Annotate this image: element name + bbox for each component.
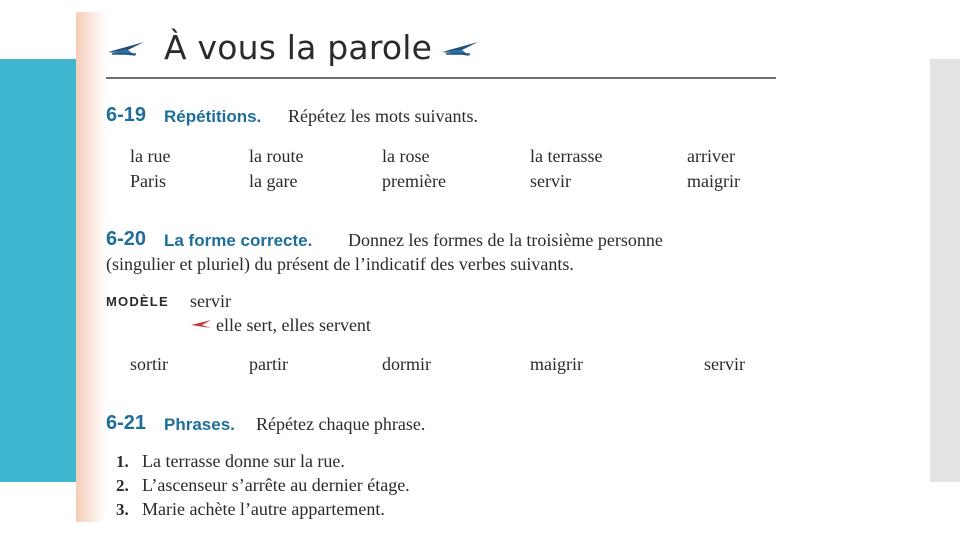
word-item: Paris: [130, 171, 166, 191]
exercise-instruction: Donnez les formes de la troisième personne: [348, 230, 663, 250]
list-item: La terrasse donne sur la rue.: [142, 451, 345, 471]
word-item: maigrir: [530, 354, 583, 374]
list-item-number: 1.: [116, 452, 129, 471]
word-item: partir: [249, 354, 288, 374]
word-item: la gare: [249, 171, 298, 191]
exercise-instruction: Répétez chaque phrase.: [256, 414, 426, 434]
word-item: la rose: [382, 146, 430, 166]
word-item: dormir: [382, 354, 431, 374]
page-title: À vous la parole: [164, 28, 433, 67]
word-item: servir: [704, 354, 745, 374]
modele-prompt: servir: [190, 291, 231, 311]
exercise-title: Phrases.: [164, 415, 235, 434]
exercise-instruction: (singulier et pluriel) du présent de l’indicatif des verbes suivants.: [106, 254, 574, 274]
teal-accent-bar: [0, 59, 76, 482]
list-item-number: 3.: [116, 500, 129, 519]
exercise-title: La forme correcte.: [164, 231, 313, 250]
modele-label: MODÈLE: [106, 294, 169, 309]
word-item: servir: [530, 171, 571, 191]
modele-answer: elle sert, elles servent: [216, 315, 371, 335]
header-divider: [106, 77, 776, 79]
exercise-instruction: Répétez les mots suivants.: [288, 106, 478, 126]
word-item: la route: [249, 146, 304, 166]
page-shadow-edge: [76, 12, 106, 522]
word-item: la rue: [130, 146, 171, 166]
word-item: première: [382, 171, 446, 191]
word-item: arriver: [687, 146, 735, 166]
list-item: L’ascenseur s’arrête au dernier étage.: [142, 475, 410, 495]
paper-plane-icon: [106, 40, 146, 58]
exercise-number: 6-19: [106, 104, 147, 126]
arrow-icon: [190, 319, 212, 329]
word-item: la terrasse: [530, 146, 603, 166]
paper-plane-icon: [440, 40, 480, 58]
gray-accent-bar: [930, 59, 960, 482]
exercise-title: Répétitions.: [164, 107, 262, 126]
exercise-number: 6-21: [106, 412, 147, 434]
list-item: Marie achète l’autre appartement.: [142, 499, 385, 519]
word-item: sortir: [130, 354, 168, 374]
word-item: maigrir: [687, 171, 740, 191]
list-item-number: 2.: [116, 476, 129, 495]
exercise-number: 6-20: [106, 228, 147, 250]
